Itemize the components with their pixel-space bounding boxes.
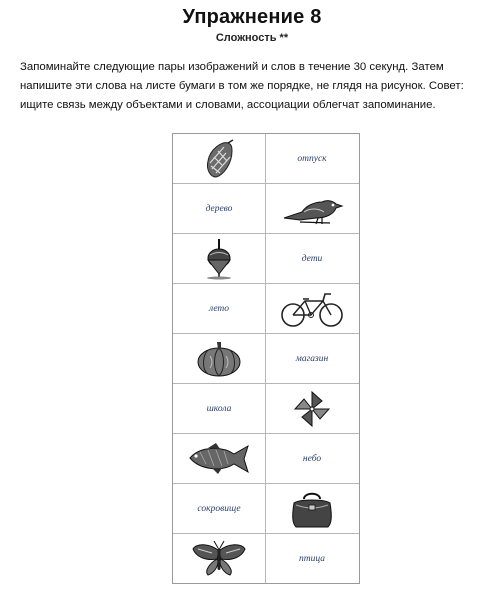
difficulty-label: Сложность **: [215, 32, 289, 44]
bag-icon: [288, 489, 336, 529]
word-label: магазин: [295, 353, 329, 364]
word-label: небо: [302, 453, 322, 464]
word-label: дети: [301, 253, 323, 264]
pair-row: [173, 483, 359, 533]
word-cell: [266, 434, 358, 483]
pair-row: [173, 333, 359, 383]
spinning-top-icon: [204, 238, 234, 280]
pair-row: [173, 283, 359, 333]
moth-icon: [190, 539, 248, 579]
pumpkin-icon: [196, 340, 242, 378]
word-label: лето: [208, 303, 230, 314]
pair-row: [173, 134, 359, 183]
pair-row: [173, 433, 359, 483]
word-cell: [266, 234, 358, 283]
word-label: дерево: [205, 203, 233, 214]
instructions-text: Запоминайте следующие пары изображений и слов в течение 30 секунд. Затем напишите эти слова на листе бумаги в том же порядке, не глядя на рисунок. Совет: ищите связь между объектами и словами, ассоциации облегчат запоминание.: [20, 61, 464, 111]
pair-row: [173, 383, 359, 433]
image-cell: [266, 284, 358, 333]
fish-icon: [186, 442, 252, 476]
image-cell: [173, 334, 266, 383]
bird-icon: [280, 192, 344, 226]
word-label: отпуск: [297, 153, 327, 164]
image-cell: [266, 184, 358, 233]
image-cell: [266, 484, 358, 533]
image-cell: [173, 134, 266, 183]
word-cell: [173, 484, 266, 533]
image-cell: [266, 384, 358, 433]
pinwheel-icon: [292, 389, 332, 429]
page-title: Упражнение 8: [182, 6, 322, 28]
image-cell: [173, 234, 266, 283]
word-cell: [173, 284, 266, 333]
word-label: птица: [299, 553, 325, 564]
word-cell: [266, 534, 358, 583]
word-cell: [173, 184, 266, 233]
pair-row: [173, 183, 359, 233]
pair-row: [173, 533, 359, 583]
word-label: сокровище: [197, 503, 241, 514]
image-cell: [173, 534, 266, 583]
word-cell: [173, 384, 266, 433]
pair-row: [173, 233, 359, 283]
word-cell: [266, 334, 358, 383]
word-label: школа: [206, 403, 232, 414]
word-cell: [266, 134, 358, 183]
memory-grid: [172, 133, 360, 584]
bicycle-icon: [279, 289, 345, 329]
pinecone-icon: [202, 139, 236, 179]
image-cell: [173, 434, 266, 483]
